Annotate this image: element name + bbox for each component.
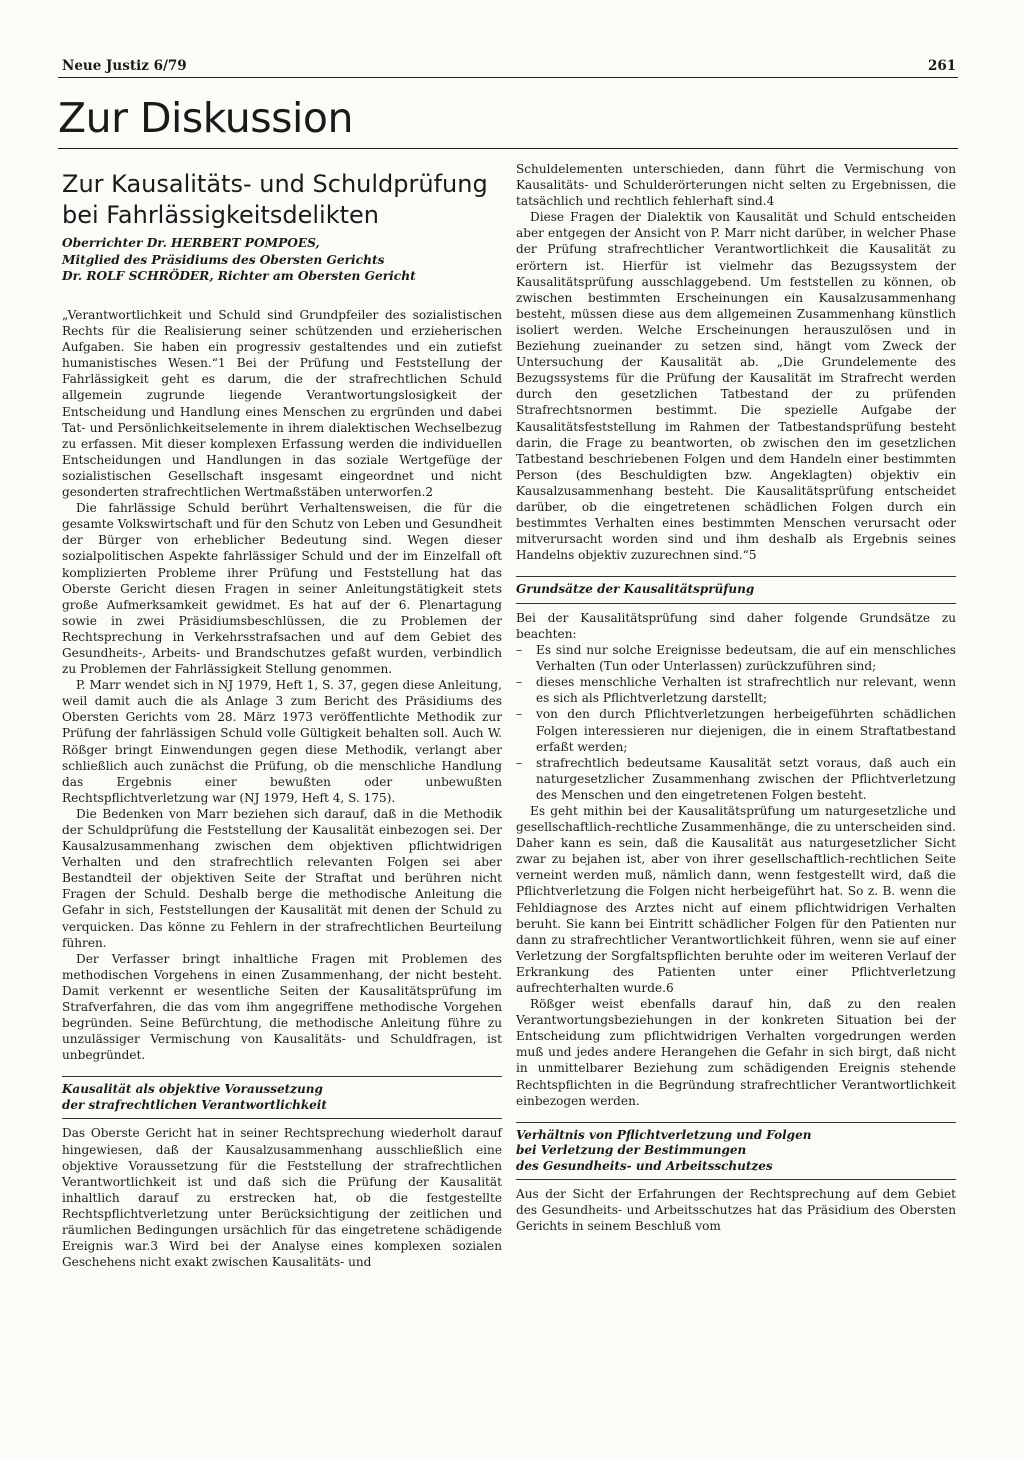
- paragraph: Das Oberste Gericht hat in seiner Rechtsprechung wiederholt darauf hingewiesen, daß der Kausalzusammenhang ausschließlich eine objektive Voraussetzung für die Feststellung der strafrechtlichen Verantwortlichkeit ist und daß sich die Prüfung der Kausalität inhaltlich darauf zu erstrecken hat, ob die festgestellte Rechtspflichtverletzung unter Berücksichtigung der zeitlichen und räumlichen Bedingungen ursächlich für das eingetretene schädigende Ereignis war.3 Wird bei der Analyse eines komplexen sozialen Geschehens nicht exakt zwischen Kausalitäts- und: [62, 1126, 502, 1270]
- section-rule: [58, 148, 958, 149]
- paragraph: Die fahrlässige Schuld berührt Verhaltensweisen, die für die gesamte Volkswirtschaft und für den Schutz von Leben und Gesundheit der Bürger von erheblicher Bedeutung sind. Wegen dieser sozialpolitischen Aspekte fahrlässiger Schuld und der im Einzelfall oft komplizierten Probleme ihrer Prüfung und Feststellung hat das Oberste Gericht diesen Fragen in seiner Anleitungstätigkeit stets große Aufmerksamkeit gewidmet. Es hat auf der 6. Plenartagung sowie in zwei Präsidiumsbeschlüssen, die zu Problemen der Rechtsprechung in Verkehrsstrafsachen und auf dem Gebiet des Gesundheits-, Arbeits- und Brandschutzes gefaßt wurden, verbindlich zu Problemen der Fahrlässigkeit Stellung genommen.: [62, 501, 502, 677]
- principles-list: [516, 642, 956, 803]
- subheading-line: Verhältnis von Pflichtverletzung und Folgen: [516, 1127, 812, 1142]
- paragraph: P. Marr wendet sich in NJ 1979, Heft 1, S. 37, gegen diese Anleitung, weil damit auch die als Anlage 3 zum Bericht des Präsidiums des Obersten Gerichts vom 28. März 1973 veröffentlichte Methodik zur Prüfung der fahrlässigen Schuld volle Gültigkeit behalten soll. Auch W. Rößger bringt Einwendungen gegen diese Methodik, verlangt aber schließlich auch zunächst die Prüfung, ob die menschliche Handlung das Ergebnis einer bewußten oder unbewußten Rechtspflichtverletzung war (NJ 1979, Heft 4, S. 175).: [62, 678, 502, 805]
- article-title: [62, 169, 502, 231]
- subheading-line: des Gesundheits- und Arbeitsschutzes: [516, 1158, 773, 1173]
- article-authors: [62, 235, 502, 285]
- list-item: – von den durch Pflichtverletzungen herbeigeführten schädlichen Folgen interessieren nur diejenigen, die in einem Straftatbestand erfaßt werden;: [516, 707, 956, 754]
- paragraph: Schuldelementen unterschieden, dann führt die Vermischung von Kausalitäts- und Schulderörterungen nicht selten zu Ergebnissen, die tatsächlich und rechtlich fehlerhaft sind.4: [516, 162, 956, 209]
- article-title-line-2: bei Fahrlässigkeitsdelikten: [62, 201, 379, 229]
- subheading-line: Grundsätze der Kausalitätsprüfung: [516, 582, 755, 597]
- subheading-line: bei Verletzung der Bestimmungen: [516, 1143, 747, 1158]
- subheading-grundsaetze: [516, 576, 956, 598]
- subheading-rule: [516, 1179, 956, 1180]
- article-title-line-1: Zur Kausalitäts- und Schuldprüfung: [62, 170, 488, 198]
- paragraph: Rößger weist ebenfalls darauf hin, daß zu den realen Verantwortungsbeziehungen in der konkreten Situation bei der Entscheidung zum pflichtwidrigen Verhalten vorgedrungen werden muß und jedes andere Herangehen die Gefahr in sich birgt, daß nicht in unmittelbarer Beziehung zum schädigenden Ereignis stehende Rechtspflichten in die Begründung strafrechtlicher Verantwortlichkeit einbezogen werden.: [516, 997, 956, 1108]
- right-column: [516, 161, 956, 1235]
- list-item: – Es sind nur solche Ereignisse bedeutsam, die auf ein menschliches Verhalten (Tun oder Unterlassen) zurückzuführen sind;: [516, 643, 956, 674]
- subheading-rule: [516, 603, 956, 604]
- paragraph: Diese Fragen der Dialektik von Kausalität und Schuld entscheiden aber entgegen der Ansicht von P. Marr nicht darüber, in welcher Phase der Prüfung strafrechtlicher Verantwortlichkeit die Kausalität zu erörtern ist. Hierfür ist vielmehr das Bezugssystem der Kausalitätsprüfung ausschlaggebend. Um feststellen zu können, ob zwischen bestimmten Erscheinungen ein Kausalzusammenhang besteht, müssen diese aus dem allgemeinen Zusammenhang künstlich isoliert werden. Welche Erscheinungen herauszulösen und in Beziehung zueinander zu setzen sind, hängt vom Zweck der Untersuchung der Kausalität ab. „Die Grundelemente des Bezugssystems für die Prüfung der Kausalität im Strafrecht werden durch den gesetzlichen Tatbestand der zu prüfenden Strafrechtsnormen bestimmt. Die spezielle Aufgabe der Kausalitätsfeststellung im Rahmen der Tatbestandsprüfung besteht darin, die Frage zu beantworten, ob zwischen den im gesetzlichen Tatbestand beschriebenen Folgen und dem Handeln einer bestimmten Person (des Beschuldigten bzw. Angeklagten) objektiv ein Kausalzusammenhang besteht. Die Kausalitätsprüfung entscheidet darüber, ob die eingetretenen schädlichen Folgen durch ein bestimmtes Verhalten eines bestimmten Menschen verursacht oder mitverursacht worden sind und ihm deshalb als Ergebnis seines Handelns objektiv zuzurechnen sind.“5: [516, 210, 956, 563]
- subheading-verhaeltnis: [516, 1122, 956, 1175]
- page-number: 261: [928, 58, 957, 74]
- subheading-line: Kausalität als objektive Voraussetzung: [62, 1082, 323, 1097]
- author-line: Mitglied des Präsidiums des Obersten Gerichts: [62, 252, 385, 267]
- subheading-rule: [62, 1118, 502, 1119]
- paragraph: Der Verfasser bringt inhaltliche Fragen mit Problemen des methodischen Vorgehens in einen Zusammenhang, der nicht besteht. Damit verkennt er wesentliche Seiten der Kausalitätsprüfung im Strafverfahren, die das vom ihm angegriffene methodische Vorgehen begründen. Seine Befürchtung, die methodische Anleitung führe zu unzulässiger Vermischung von Kausalitäts- und Schuldfragen, ist unbegründet.: [62, 951, 502, 1063]
- author-line: Oberrichter Dr. HERBERT POMPOES,: [62, 236, 320, 250]
- author-line: Dr. ROLF SCHRÖDER, Richter am Obersten Gericht: [62, 269, 416, 283]
- subheading-line: der strafrechtlichen Verantwortlichkeit: [62, 1097, 327, 1112]
- list-item: – strafrechtlich bedeutsame Kausalität setzt voraus, daß auch ein naturgesetzlicher Zusammenhang zwischen der Pflichtverletzung des Menschen und den eingetretenen Folgen besteht.: [516, 755, 956, 802]
- journal-issue: Neue Justiz 6/79: [62, 58, 187, 74]
- list-item: – dieses menschliche Verhalten ist strafrechtlich nur relevant, wenn es sich als Pflichtverletzung darstellt;: [516, 675, 956, 706]
- paragraph: Aus der Sicht der Erfahrungen der Rechtsprechung auf dem Gebiet des Gesundheits- und Arbeitsschutzes hat das Präsidium des Obersten Gerichts in seinem Beschluß vom: [516, 1187, 956, 1234]
- subheading-kausalitaet: [62, 1076, 502, 1113]
- paragraph: Die Bedenken von Marr beziehen sich darauf, daß in die Methodik der Schuldprüfung die Feststellung der Kausalität einbezogen sei. Der Kausalzusammenhang zwischen dem objektiven pflichtwidrigen Verhalten und den strafrechtlich relevanten Folgen sei aber Bestandteil der objektiven Seite der Straftat und berühren nicht Fragen der Schuld. Deshalb berge die methodische Anleitung die Gefahr in sich, Feststellungen der Kausalität mit denen der Schuld zu verquicken. Das könne zu Fehlern in der strafrechtlichen Beurteilung führen.: [62, 806, 502, 950]
- left-column: [62, 307, 502, 1270]
- header-rule: [58, 77, 958, 78]
- section-title: Zur Diskussion: [58, 94, 353, 142]
- paragraph: Es geht mithin bei der Kausalitätsprüfung um naturgesetzliche und gesellschaftlich-rechtliche Zusammenhänge, die zu unterscheiden sind. Daher kann es sein, daß die Kausalität aus naturgesetzlicher Sicht zwar zu bejahen ist, aber von ihrer gesellschaftlich-rechtlichen Seite verneint werden muß, nämlich dann, wenn festgestellt wird, daß die Pflichtverletzung die Folgen nicht herbeigeführt hat. So z. B. wenn die Fehldiagnose des Arztes nicht auf einem pflichtwidrigen Verhalten beruht. Sie kann bei Eintritt schädlicher Folgen für den Patienten nur dann zu strafrechtlicher Verantwortlichkeit führen, wenn sie auf einer Verletzung der Sorgfaltspflichten beruhte oder im weiteren Verlauf der Erkrankung des Patienten unter einer Pflichtverletzung aufrechterhalten wurde.6: [516, 803, 956, 995]
- paragraph: „Verantwortlichkeit und Schuld sind Grundpfeiler des sozialistischen Rechts für die Realisierung seiner schützenden und erzieherischen Aufgaben. Sie haben ein progressiv gestaltendes und ein zutiefst humanistisches Wesen.“1 Bei der Prüfung und Feststellung der Fahrlässigkeit geht es darum, die der strafrechtlichen Schuld allgemein zugrunde liegende Verantwortungslosigkeit der Entscheidung und Handlung eines Menschen zu ergründen und dabei Tat- und Persönlichkeitselemente in ihrem dialektischen Wechselbezug zu erfassen. Mit dieser komplexen Erfassung werden die individuellen Entscheidungen und Handlungen in das soziale Wertgefüge der sozialistischen Gesellschaft insgesamt eingeordnet und nicht gesonderten strafrechtlichen Wertmaßstäben unterworfen.2: [62, 308, 502, 500]
- paragraph: Bei der Kausalitätsprüfung sind daher folgende Grundsätze zu beachten:: [516, 610, 956, 641]
